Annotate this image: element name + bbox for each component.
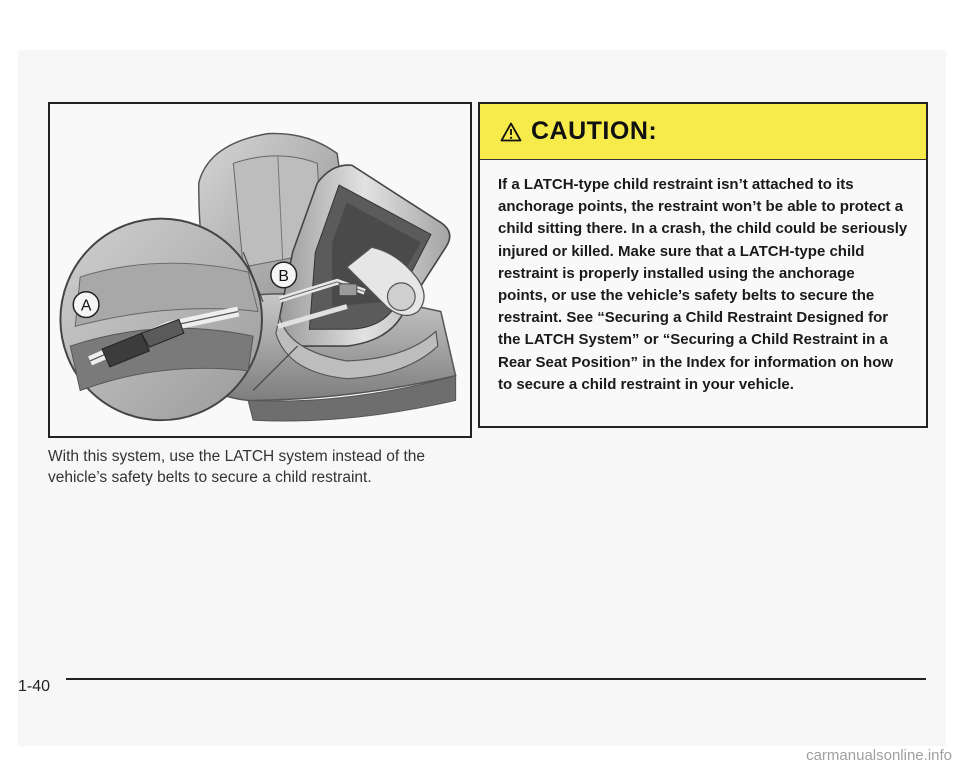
label-a: A <box>80 297 92 315</box>
footer-divider <box>66 678 926 680</box>
body-paragraph: With this system, use the LATCH system instead of the vehicle’s safety belts to secure a child restraint. <box>48 448 426 486</box>
caution-header <box>480 104 926 160</box>
watermark: carmanualsonline.info <box>806 747 952 764</box>
child-seat-drawing <box>50 104 470 436</box>
caution-text: If a LATCH-type child restraint isn’t attached to its anchorage points, the restraint won’t be able to protect a child sitting there. In a crash, the child could be seriously injured or killed. Make sure that a LATCH-type child restraint is properly installed using the anchorage points, or use the vehicle’s safety belts to secure the restraint. See “Securing a Child Restraint Designed for the LATCH System” or “Securing a Child Restraint in a Rear Seat Position” in the Index for information on how to secure a child restraint in your vehicle. <box>498 176 908 393</box>
label-b: B <box>278 267 289 285</box>
page-number: 1-40 <box>18 678 51 695</box>
caution-box <box>478 102 928 428</box>
latch-illustration <box>48 102 472 438</box>
caution-title: CAUTION: <box>531 117 658 145</box>
warning-triangle-icon <box>500 122 522 142</box>
manual-page <box>18 50 946 746</box>
